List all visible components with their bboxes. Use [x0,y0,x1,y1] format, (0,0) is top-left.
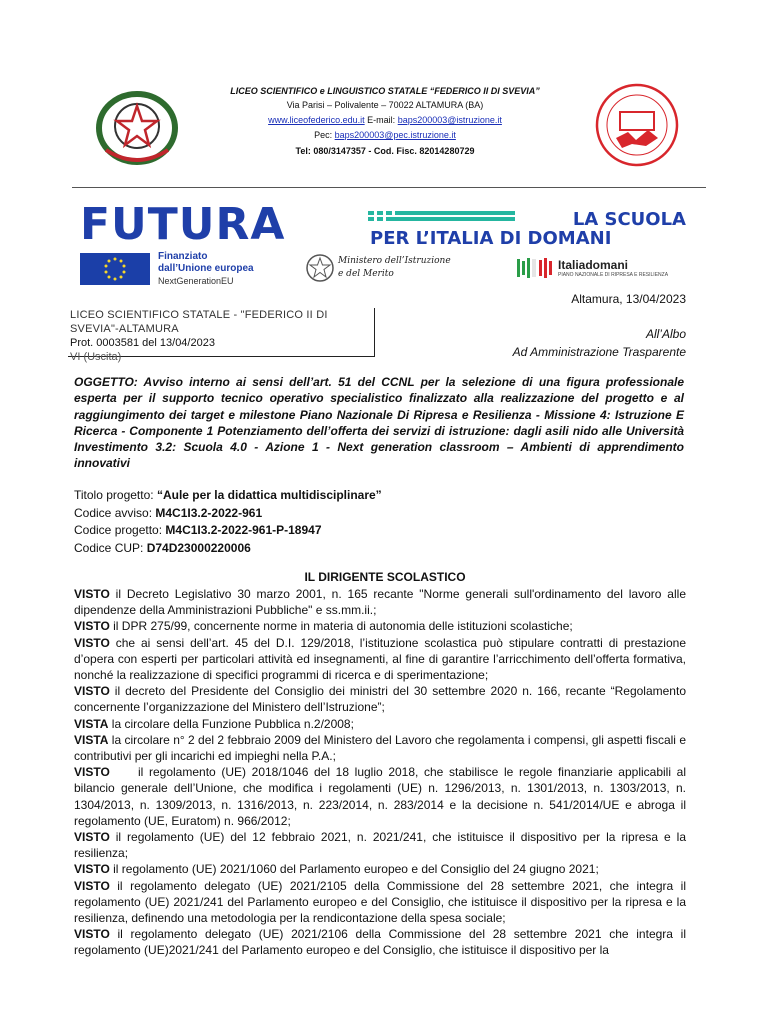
ministry-emblem-icon [305,251,335,285]
subject-paragraph: OGGETTO: Avviso interno ai sensi dell’art. 51 del CCNL per la selezione di una figura professionale esperta per il supporto tecnico operativo specialistico finalizzato alla realizzazione del progetto e al raggiungimento dei target e milestone Piano Nazionale Di Ripresa e Resilienza - Missione 4: Istruzione E Ricerca - Componente 1 Potenziamento dell’offerta dei servizi di istruzione: dagli asili nido alle Università Investimento 3.2: Scuola 4.0 - Azione 1 - Next generation classroom – Ambienti di apprendimento innovativi [74,375,684,471]
email-label: E-mail: [367,115,396,125]
visto-keyword: VISTO [74,587,110,601]
school-name: LICEO SCIENTIFICO e LINGUISTICO STATALE “FEDERICO II DI SVEVIA” [230,86,540,96]
visto-text: il decreto del Presidente del Consiglio dei ministri del 30 settembre 2020 n. 166, recante “Regolamento concernente l’organizzazione del Ministero dell’Istruzione”; [74,684,686,715]
cup-code-row [74,540,382,558]
visto-paragraph [74,829,686,861]
contact-pec [190,128,580,142]
eu-line-3: NextGenerationEU [158,276,234,286]
project-title-row [74,487,382,505]
italiadomani-subtitle: PIANO NAZIONALE DI RIPRESA E RESILIENZA [558,272,669,278]
dirigente-heading: IL DIRIGENTE SCOLASTICO [304,570,466,584]
visto-text: il DPR 275/99, concernente norme in materia di autonomia delle istituzioni scolastiche; [109,619,573,634]
visto-keyword: VISTO [74,862,110,877]
visto-keyword: VISTO [74,927,110,942]
scuola-domani-logo [370,210,686,248]
document-date: Altamura, 13/04/2023 [571,292,686,306]
visto-text: il regolamento (UE) 2021/1060 del Parlamento europeo e del Consiglio del 24 giugno 2021; [109,862,599,877]
ministry-text [338,255,451,281]
project-title-value: “Aule per la didattica multidisciplinare” [156,488,382,502]
protocol-line-3: VI (Uscita) [70,351,122,363]
cup-code-value: D74D23000220006 [146,540,251,555]
visto-text: il regolamento delegato (UE) 2021/2106 della Commissione del 28 settembre 2021 che integra il regolamento (UE)2021/241 del Parlamento europeo e del Consiglio, che istituisce il dispositivo per la [74,927,686,958]
eu-flag-icon [80,253,150,285]
pec-label: Pec: [314,130,333,140]
visto-keyword: VISTO [74,830,110,845]
visto-text: il Decreto Legislativo 30 marzo 2001, n. 165 recante "Norme generali sull'ordinamento del lavoro alle dipendenze della Amministrazioni Pubbliche" e ss.mm.ii.; [74,587,686,618]
visto-keyword: VISTA [74,716,109,731]
visto-text: la circolare della Funzione Pubblica n.2/2008; [108,716,354,731]
visto-paragraph [74,618,686,634]
email-link[interactable]: baps200003@istruzione.it [397,115,502,125]
contact-web-email [190,113,580,127]
eu-line-1: Finanziato [158,251,208,262]
italiadomani-logo: Italiadomani [558,258,629,272]
avviso-code-row [74,505,382,523]
avviso-code-value: M4C1I3.2-2022-961 [155,505,263,520]
visto-text: che ai sensi dell’art. 45 del D.I. 129/2018, l’istituzione scolastica può stipulare contratti di prestazione d’opera con esperti per particolari attività ed insegnamenti, al fine di garantire l’arricchimento dell’offerta formativa, nonché la realizzazione di specifici programmi di ricerca e di sperimentazione; [74,635,686,683]
scuola-line-1: LA SCUOLA [572,209,686,230]
protocol-line-2: Prot. 0003581 del 13/04/2023 [70,337,215,349]
visti-list [74,586,690,959]
visto-keyword: VISTO [74,765,110,780]
italian-republic-emblem [94,90,180,166]
project-code-value: M4C1I3.2-2022-961-P-18947 [165,523,322,537]
visto-paragraph [74,716,686,732]
visto-paragraph [74,635,686,684]
project-title-label: Titolo progetto: [74,488,154,502]
visto-text: il regolamento delegato (UE) 2021/2105 della Commissione del 28 settembre 2021, che integra il regolamento (UE) 2021/241 del Parlamento europeo e del Consiglio, che istituisce il dispositivo per la ripresa e la resilienza, definendo una metodologia per la rendicontazione della spesa sociale; [74,878,686,926]
visto-paragraph [74,878,686,927]
school-stamp-logo [592,80,682,170]
project-code-row [74,522,382,540]
school-address: Via Parisi – Polivalente – 70022 ALTAMURA (BA) [286,100,484,110]
ministry-line-2: e del Merito [338,269,394,279]
ministry-line-1: Ministero dell’Istruzione [338,256,451,266]
project-code-label: Codice progetto: [74,523,163,537]
scuola-line-2: PER L’ITALIA DI DOMANI [370,228,612,249]
visto-keyword: VISTO [74,878,110,893]
visto-paragraph [74,926,686,958]
eu-line-2: dall’Unione europea [158,263,254,274]
visto-text: il regolamento (UE) del 12 febbraio 2021, n. 2021/241, che istituisce il dispositivo per la ripresa e la resilienza; [74,830,686,861]
recipient-trasparente: Ad Amministrazione Trasparente [512,345,686,359]
visto-paragraph [74,683,686,715]
phone-fiscal-code: Tel: 080/3147357 - Cod. Fisc. 82014280729 [295,146,475,156]
visto-keyword: VISTO [74,684,110,699]
visto-paragraph [74,732,686,764]
website-link[interactable]: www.liceofederico.edu.it [268,115,365,125]
header-divider [72,187,706,188]
avviso-code-label: Codice avviso: [74,505,153,520]
visto-paragraph [74,586,686,618]
visto-paragraph [74,861,686,877]
futura-logo: FUTURA [80,199,286,250]
pec-link[interactable]: baps200003@pec.istruzione.it [334,130,456,140]
recipient-albo: All’Albo [645,327,686,341]
visto-keyword: VISTA [74,732,109,747]
eu-funding-text [158,251,254,287]
visto-text: il regolamento (UE) 2018/1046 del 18 luglio 2018, che stabilisce le regole finanziarie applicabili al bilancio generale dell’Unione, che modifica i regolamenti (UE) n. 1296/2013, n. 1301/2013, n. 1303/2013, n. 1304/2013, n. 1309/2013, n. 1316/2013, n. 223/2014, n. 283/2014 e la decisione n. 541/2014/UE e abroga il regolamento (UE, Euratom) n. 966/2012; [74,765,690,828]
italiadomani-flag-icon [517,257,555,279]
visto-keyword: VISTO [74,619,110,634]
protocol-stamp [68,308,375,363]
visto-text: la circolare n° 2 del 2 febbraio 2009 del Ministero del Lavoro che regolamenta i compensi, gli aspetti fiscali e contributivi per gli incarichi ed impieghi nella P.A.; [74,732,686,764]
project-info [74,487,382,557]
recipients [513,325,686,361]
protocol-line-1: LICEO SCIENTIFICO STATALE - "FEDERICO II DI SVEVIA"-ALTAMURA [70,309,328,335]
visto-keyword: VISTO [74,635,110,650]
visto-paragraph [74,764,690,829]
cup-code-label: Codice CUP: [74,540,144,555]
